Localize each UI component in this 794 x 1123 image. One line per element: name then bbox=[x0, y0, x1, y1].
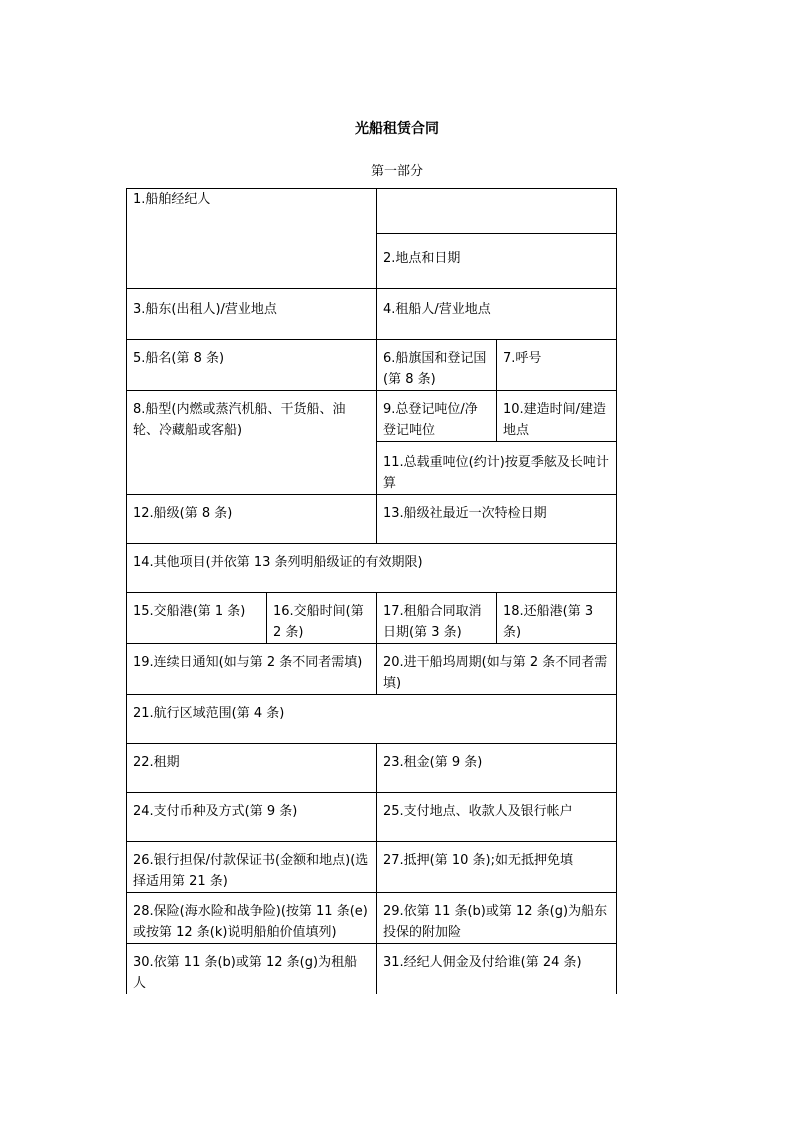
cell-label: 8.船型(内燃或蒸汽机船、干货船、油轮、冷藏船或客船) bbox=[133, 402, 346, 438]
cell-label: 23.租金(第 9 条) bbox=[383, 755, 483, 770]
cell-label: 7.呼号 bbox=[503, 351, 542, 366]
form-cell-broker bbox=[127, 189, 377, 289]
table-row bbox=[127, 340, 617, 391]
charter-form-table bbox=[126, 188, 617, 994]
cell-label: 29.依第 11 条(b)或第 12 条(g)为船东投保的附加险 bbox=[383, 904, 608, 940]
form-cell-call-sign bbox=[497, 340, 617, 391]
form-cell-delivery-time bbox=[267, 593, 377, 644]
form-cell-mortgage bbox=[377, 842, 617, 893]
form-cell-payment-place bbox=[377, 793, 617, 842]
cell-label: 3.船东(出租人)/营业地点 bbox=[133, 302, 277, 317]
form-cell-class bbox=[127, 495, 377, 544]
form-cell-place-date bbox=[377, 234, 617, 289]
cell-label: 10.建造时间/建造地点 bbox=[503, 402, 607, 438]
form-cell-flag bbox=[377, 340, 497, 391]
form-cell-survey-date bbox=[377, 495, 617, 544]
form-cell-charterer bbox=[377, 289, 617, 340]
cell-label: 6.船旗国和登记国(第 8 条) bbox=[383, 351, 487, 387]
table-row bbox=[127, 744, 617, 793]
cell-label: 16.交船时间(第 2 条) bbox=[273, 604, 364, 640]
cell-label: 19.连续日通知(如与第 2 条不同者需填) bbox=[133, 655, 363, 670]
table-row bbox=[127, 289, 617, 340]
form-cell-owner bbox=[127, 289, 377, 340]
cell-label: 26.银行担保/付款保证书(金额和地点)(选择适用第 21 条) bbox=[133, 853, 369, 889]
form-cell-insurance bbox=[127, 893, 377, 944]
form-cell-notice-days bbox=[127, 644, 377, 695]
cell-label: 13.船级社最近一次特检日期 bbox=[383, 506, 547, 521]
form-cell-hire bbox=[377, 744, 617, 793]
form-cell-cancelling-date bbox=[377, 593, 497, 644]
cell-label: 4.租船人/营业地点 bbox=[383, 302, 491, 317]
form-cell-additional-insurance-owner bbox=[377, 893, 617, 944]
form-cell-dwt bbox=[377, 442, 617, 495]
table-row bbox=[127, 189, 617, 234]
table-row bbox=[127, 893, 617, 944]
form-cell-other-particulars bbox=[127, 544, 617, 593]
table-row bbox=[127, 695, 617, 744]
cell-label: 14.其他项目(并依第 13 条列明船级证的有效期限) bbox=[133, 555, 423, 570]
cell-label: 15.交船港(第 1 条) bbox=[133, 604, 246, 619]
form-cell-tonnage bbox=[377, 391, 497, 442]
form-cell-payment-currency bbox=[127, 793, 377, 842]
form-cell-redelivery-port bbox=[497, 593, 617, 644]
cell-label: 30.依第 11 条(b)或第 12 条(g)为租船人 bbox=[133, 955, 358, 991]
table-row bbox=[127, 842, 617, 893]
table-row bbox=[127, 644, 617, 695]
table-row bbox=[127, 593, 617, 644]
cell-label: 22.租期 bbox=[133, 755, 180, 770]
cell-label: 20.进干船坞周期(如与第 2 条不同者需填) bbox=[383, 655, 608, 691]
table-row bbox=[127, 944, 617, 995]
table-row bbox=[127, 793, 617, 842]
cell-label: 5.船名(第 8 条) bbox=[133, 351, 225, 366]
form-cell-vessel-name bbox=[127, 340, 377, 391]
table-row bbox=[127, 544, 617, 593]
form-cell-bank-guarantee bbox=[127, 842, 377, 893]
cell-label: 12.船级(第 8 条) bbox=[133, 506, 233, 521]
form-cell-additional-insurance-charterer bbox=[127, 944, 377, 995]
cell-label: 24.支付币种及方式(第 9 条) bbox=[133, 804, 298, 819]
table-row bbox=[127, 391, 617, 442]
cell-label: 9.总登记吨位/净登记吨位 bbox=[383, 402, 478, 438]
cell-label: 1.船舶经纪人 bbox=[133, 192, 211, 207]
cell-label: 28.保险(海水险和战争险)(按第 11 条(e)或按第 12 条(k)说明船舶价值填列) bbox=[133, 904, 368, 940]
form-cell-drydock bbox=[377, 644, 617, 695]
document-title: 光船租赁合同 bbox=[355, 121, 439, 137]
cell-label: 2.地点和日期 bbox=[383, 251, 461, 266]
cell-label: 31.经纪人佣金及付给谁(第 24 条) bbox=[383, 955, 582, 970]
form-cell-build bbox=[497, 391, 617, 442]
cell-label: 17.租船合同取消日期(第 3 条) bbox=[383, 604, 482, 640]
cell-label: 27.抵押(第 10 条);如无抵押免填 bbox=[383, 853, 574, 868]
cell-label: 21.航行区域范围(第 4 条) bbox=[133, 706, 285, 721]
form-cell-trading-limits bbox=[127, 695, 617, 744]
form-cell-blank bbox=[377, 189, 617, 234]
form-cell-charter-period bbox=[127, 744, 377, 793]
cell-label: 25.支付地点、收款人及银行帐户 bbox=[383, 804, 573, 819]
form-cell-delivery-port bbox=[127, 593, 267, 644]
form-cell-vessel-type bbox=[127, 391, 377, 495]
cell-label: 18.还船港(第 3 条) bbox=[503, 604, 594, 640]
section-heading: 第一部分 bbox=[370, 164, 423, 179]
table-row bbox=[127, 495, 617, 544]
cell-label: 11.总载重吨位(约计)按夏季舷及长吨计算 bbox=[383, 455, 609, 491]
form-cell-commission bbox=[377, 944, 617, 995]
